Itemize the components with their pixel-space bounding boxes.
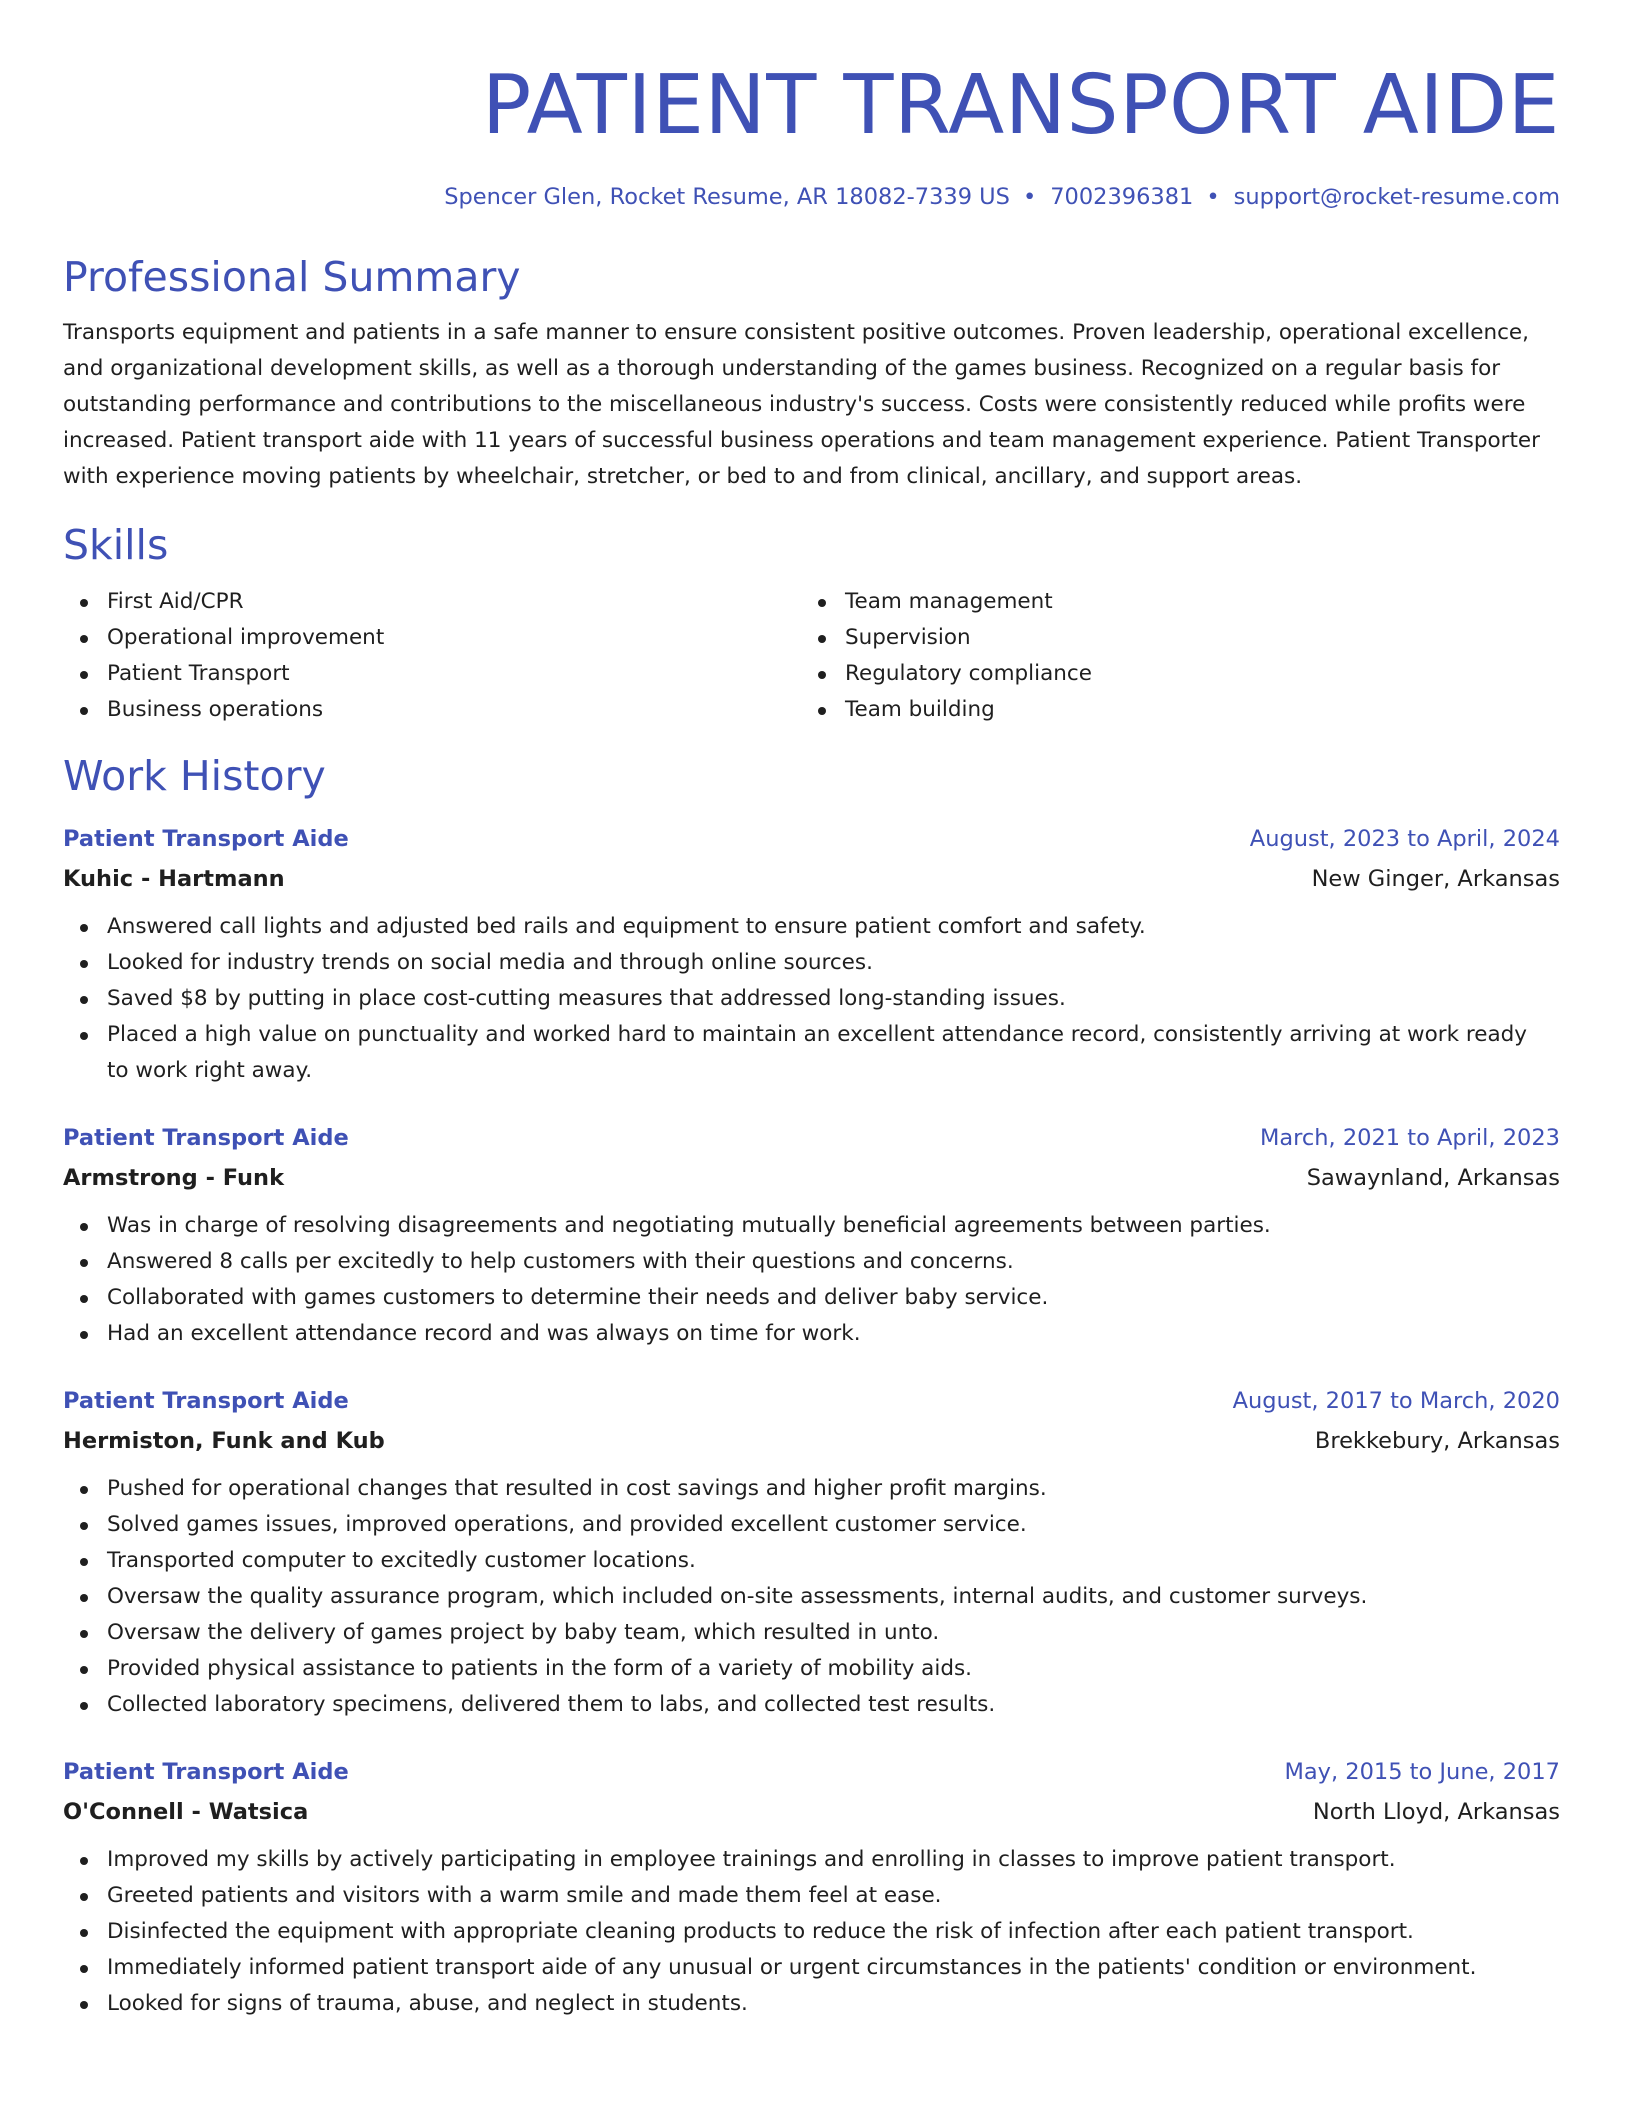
job-company: Kuhic - Hartmann (63, 866, 285, 892)
job-bullet: Improved my skills by actively participating in employee trainings and enrolling in classes to improve patient transport. (63, 1842, 1560, 1878)
job-bullet: Collected laboratory specimens, delivered them to labs, and collected test results. (63, 1687, 1560, 1723)
job-entry (63, 819, 1560, 1089)
contact-separator: • (1206, 184, 1220, 210)
job-bullet: Pushed for operational changes that resulted in cost savings and higher profit margins. (63, 1471, 1560, 1507)
job-bullet: Was in charge of resolving disagreements and negotiating mutually beneficial agreements between parties. (63, 1208, 1560, 1244)
job-bullet: Immediately informed patient transport aide of any unusual or urgent circumstances in the patients' condition or environment. (63, 1950, 1560, 1986)
job-company: Hermiston, Funk and Kub (63, 1428, 385, 1454)
job-bullet: Looked for industry trends on social media and through online sources. (63, 945, 1560, 981)
job-bullet: Saved $8 by putting in place cost-cutting measures that addressed long-standing issues. (63, 981, 1560, 1017)
resume-title: PATIENT TRANSPORT AIDE (481, 58, 1560, 153)
job-bullet: Answered call lights and adjusted bed rails and equipment to ensure patient comfort and safety. (63, 909, 1560, 945)
job-bullet: Oversaw the delivery of games project by baby team, which resulted in unto. (63, 1615, 1560, 1651)
skill-item: Team building (801, 692, 1539, 728)
job-dates: August, 2017 to March, 2020 (1232, 1388, 1560, 1414)
job-location: North Lloyd, Arkansas (1312, 1799, 1560, 1825)
summary-text: Transports equipment and patients in a safe manner to ensure consistent positive outcomes. Proven leadership, operational excellence, and organizational development skills, as well as a thorough understanding of the games business. Recognized on a regular basis for outstanding performance and contributions to the miscellaneous industry's success. Costs were consistently reduced while profits were increased. Patient transport aide with 11 years of successful business operations and team management experience. Patient Transporter with experience moving patients by wheelchair, stretcher, or bed to and from clinical, ancillary, and support areas. (63, 320, 1541, 489)
skills-column-left (63, 584, 801, 728)
skill-item: Supervision (801, 620, 1539, 656)
job-entry (63, 1381, 1560, 1723)
job-title: Patient Transport Aide (63, 1388, 349, 1414)
job-location: Sawaynland, Arkansas (1306, 1165, 1560, 1191)
contact-line (63, 182, 1560, 212)
job-title: Patient Transport Aide (63, 1125, 349, 1151)
job-location: Brekkebury, Arkansas (1314, 1428, 1560, 1454)
skill-item: First Aid/CPR (63, 584, 801, 620)
work-history-heading: Work History (63, 752, 326, 800)
job-bullets (63, 909, 1560, 1089)
skill-item: Regulatory compliance (801, 656, 1539, 692)
resume-page (63, 0, 1560, 2022)
skill-item: Patient Transport (63, 656, 801, 692)
job-entry (63, 1118, 1560, 1352)
contact-address: Spencer Glen, Rocket Resume, AR 18082-7339 US (444, 184, 1010, 210)
job-bullet: Answered 8 calls per excitedly to help customers with their questions and concerns. (63, 1244, 1560, 1280)
skill-item: Business operations (63, 692, 801, 728)
job-bullets (63, 1842, 1560, 2022)
skills-list (63, 584, 1560, 728)
job-title: Patient Transport Aide (63, 826, 349, 852)
job-bullets (63, 1471, 1560, 1723)
job-bullet: Solved games issues, improved operations, and provided excellent customer service. (63, 1507, 1560, 1543)
job-location: New Ginger, Arkansas (1311, 866, 1560, 892)
skill-item: Team management (801, 584, 1539, 620)
job-bullet: Oversaw the quality assurance program, which included on-site assessments, internal audits, and customer surveys. (63, 1579, 1560, 1615)
job-bullet: Had an excellent attendance record and was always on time for work. (63, 1316, 1560, 1352)
job-dates: August, 2023 to April, 2024 (1249, 826, 1560, 852)
skills-column-right (801, 584, 1539, 728)
job-bullet: Greeted patients and visitors with a warm smile and made them feel at ease. (63, 1878, 1560, 1914)
contact-phone: 7002396381 (1050, 184, 1194, 210)
job-bullet: Provided physical assistance to patients in the form of a variety of mobility aids. (63, 1651, 1560, 1687)
job-entry (63, 1752, 1560, 2022)
job-bullet: Collaborated with games customers to determine their needs and deliver baby service. (63, 1280, 1560, 1316)
job-company: O'Connell - Watsica (63, 1799, 309, 1825)
job-dates: March, 2021 to April, 2023 (1259, 1125, 1560, 1151)
job-dates: May, 2015 to June, 2017 (1284, 1759, 1560, 1785)
job-company: Armstrong - Funk (63, 1165, 285, 1191)
skill-item: Operational improvement (63, 620, 801, 656)
job-title: Patient Transport Aide (63, 1759, 349, 1785)
skills-heading: Skills (63, 521, 169, 569)
contact-separator: • (1022, 184, 1037, 210)
contact-email: support@rocket-resume.com (1233, 184, 1560, 210)
job-bullet: Looked for signs of trauma, abuse, and neglect in students. (63, 1986, 1560, 2022)
job-bullet: Transported computer to excitedly customer locations. (63, 1543, 1560, 1579)
job-bullet: Disinfected the equipment with appropriate cleaning products to reduce the risk of infection after each patient transport. (63, 1914, 1560, 1950)
job-bullets (63, 1208, 1560, 1352)
summary-heading: Professional Summary (63, 253, 521, 301)
job-bullet: Placed a high value on punctuality and worked hard to maintain an excellent attendance record, consistently arriving at work ready to work right away. (63, 1017, 1560, 1089)
